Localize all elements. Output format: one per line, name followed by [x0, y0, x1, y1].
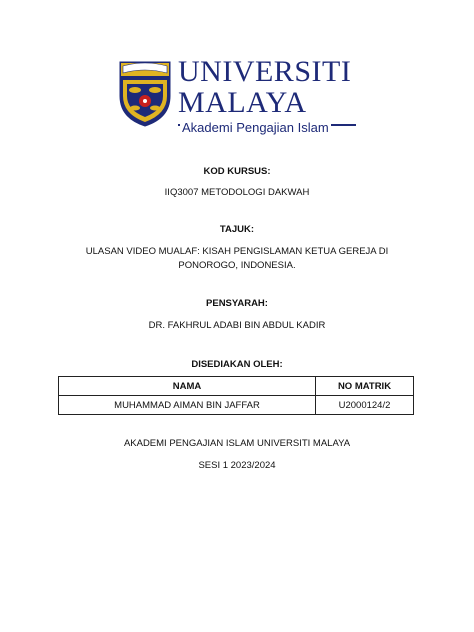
- logo-subtitle: Akademi Pengajian Islam: [182, 120, 329, 135]
- lecturer-value: DR. FAKHRUL ADABI BIN ABDUL KADIR: [148, 320, 326, 331]
- title-value-line2: PONOROGO, INDONESIA.: [178, 260, 296, 271]
- university-name-line2: MALAYA: [178, 86, 307, 119]
- header-name: NAMA: [59, 377, 316, 396]
- students-table: [58, 376, 414, 415]
- title-value-line1: ULASAN VIDEO MUALAF: KISAH PENGISLAMAN KETUA GEREJA DI: [85, 246, 389, 257]
- session: SESI 1 2023/2024: [198, 460, 276, 471]
- student-matric: U2000124/2: [316, 396, 414, 415]
- university-name-line1: UNIVERSITI: [178, 55, 352, 88]
- course-code-value: IIQ3007 METODOLOGI DAKWAH: [164, 187, 310, 198]
- lecturer-label: PENSYARAH:: [206, 298, 268, 309]
- university-logo: [118, 56, 368, 136]
- student-name: MUHAMMAD AIMAN BIN JAFFAR: [59, 396, 316, 415]
- table-header-row: [59, 377, 414, 396]
- crest-icon: [118, 56, 172, 128]
- institution-name: AKADEMI PENGAJIAN ISLAM UNIVERSITI MALAYA: [123, 438, 351, 449]
- title-label: TAJUK:: [219, 224, 255, 235]
- course-code-label: KOD KURSUS:: [203, 166, 271, 177]
- prepared-by-label: DISEDIAKAN OLEH:: [191, 359, 283, 370]
- table-row: [59, 396, 414, 415]
- header-matric: NO MATRIK: [316, 377, 414, 396]
